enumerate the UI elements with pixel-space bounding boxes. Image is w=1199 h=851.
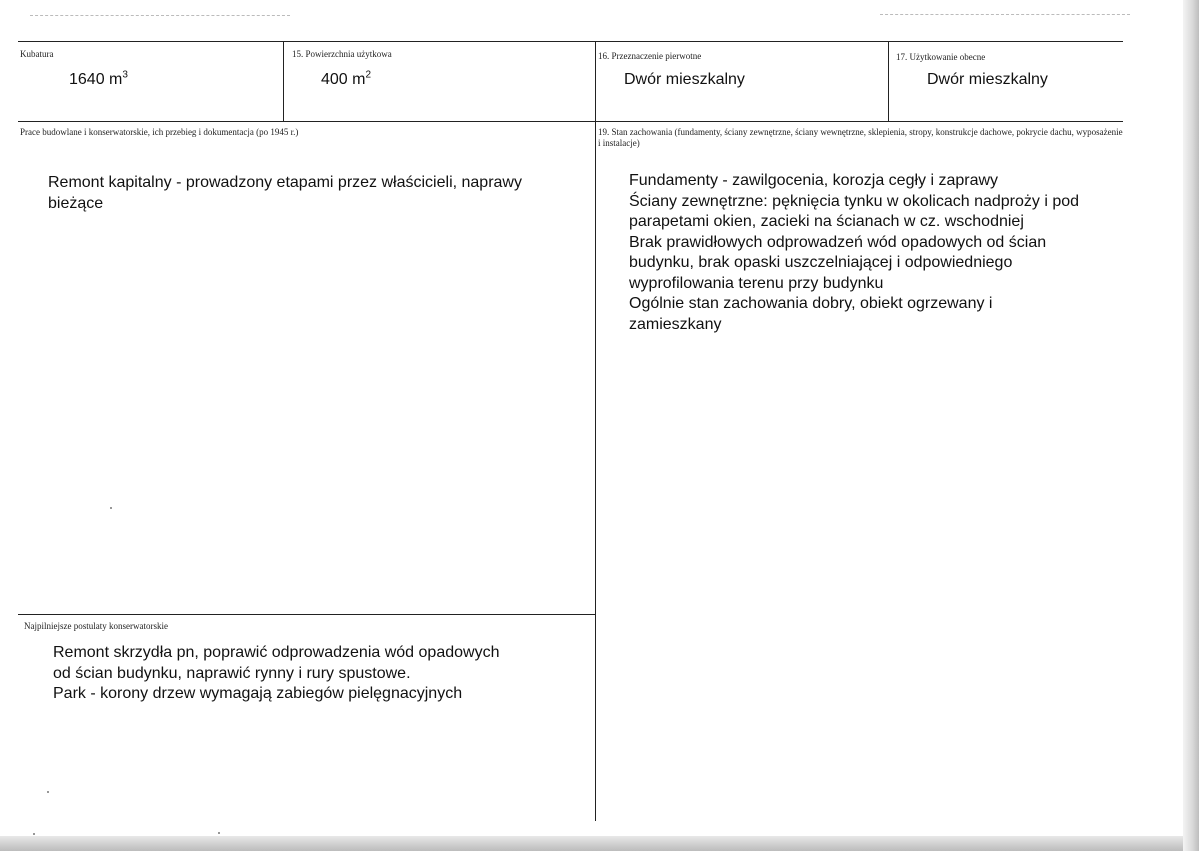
scan-artifact-line [880, 14, 1130, 15]
scan-speck [47, 791, 49, 793]
scan-speck [33, 833, 35, 835]
text-line: Brak prawidłowych odprowadzeń wód opadowych od ścian [629, 233, 1047, 251]
text-line: budynku, brak opaski uszczelniającej i odpowiedniego [629, 254, 1013, 271]
uzytkowanie-value: Dwór mieszkalny [927, 71, 1048, 88]
kubatura-label: Kubatura [20, 49, 54, 59]
form-column-divider [888, 41, 889, 121]
form-column-divider [283, 41, 284, 121]
powierzchnia-label: 15. Powierzchnia użytkowa [292, 49, 392, 59]
scan-speck [218, 832, 220, 834]
przeznaczenie-value: Dwór mieszkalny [624, 71, 745, 88]
form-top-border [18, 41, 1123, 42]
text-line: wyprofilowania terenu przy budynku [629, 274, 884, 292]
text-line: od ścian budynku, naprawić rynny i rury spustowe. [53, 664, 411, 682]
form-row-divider [18, 614, 596, 615]
postulaty-text [53, 643, 499, 705]
text-line: Ściany zewnętrzne: pęknięcia tynku w okolicach nadproży i pod [629, 192, 1080, 210]
text-line: zamieszkany [629, 315, 722, 333]
form-column-divider [595, 41, 596, 821]
text-line: Remont skrzydła pn, poprawić odprowadzenia wód opadowych [53, 644, 500, 661]
scan-edge [1183, 0, 1199, 851]
prace-label: Prace budowlane i konserwatorskie, ich przebieg i dokumentacja (po 1945 r.) [20, 127, 299, 137]
text-line: parapetami okien, zacieki na ścianach w cz. wschodniej [629, 213, 1024, 230]
scan-edge [0, 836, 1183, 851]
text-line: Ogólnie stan zachowania dobry, obiekt ogrzewany i [629, 295, 993, 312]
form-row-divider [18, 121, 1123, 122]
text-line: bieżące [48, 194, 104, 212]
kubatura-value: 1640 $m^3$ [69, 69, 128, 88]
scan-artifact-line [30, 15, 290, 16]
prace-text [48, 173, 522, 214]
powierzchnia-value: 400 $m^2$ [321, 69, 372, 88]
text-line: Fundamenty - zawilgocenia, korozja cegły i zaprawy [629, 172, 999, 189]
text-line: Remont kapitalny - prowadzony etapami przez właścicieli, naprawy [48, 174, 522, 191]
stan-text [629, 171, 1079, 335]
text-line: Park - korony drzew wymagają zabiegów pielęgnacyjnych [53, 685, 463, 702]
przeznaczenie-label: 16. Przeznaczenie pierwotne [598, 51, 702, 61]
uzytkowanie-label: 17. Użytkowanie obecne [896, 52, 986, 62]
postulaty-label: Najpilniejsze postulaty konserwatorskie [24, 621, 168, 631]
stan-label: 19. Stan zachowania (fundamenty, ściany zewnętrzne, ściany wewnętrzne, sklepienia, stropy, konstrukcje dachowe, pokrycie dachu, wyposażenie i instalacje) [598, 127, 1123, 148]
scan-speck [110, 507, 112, 509]
